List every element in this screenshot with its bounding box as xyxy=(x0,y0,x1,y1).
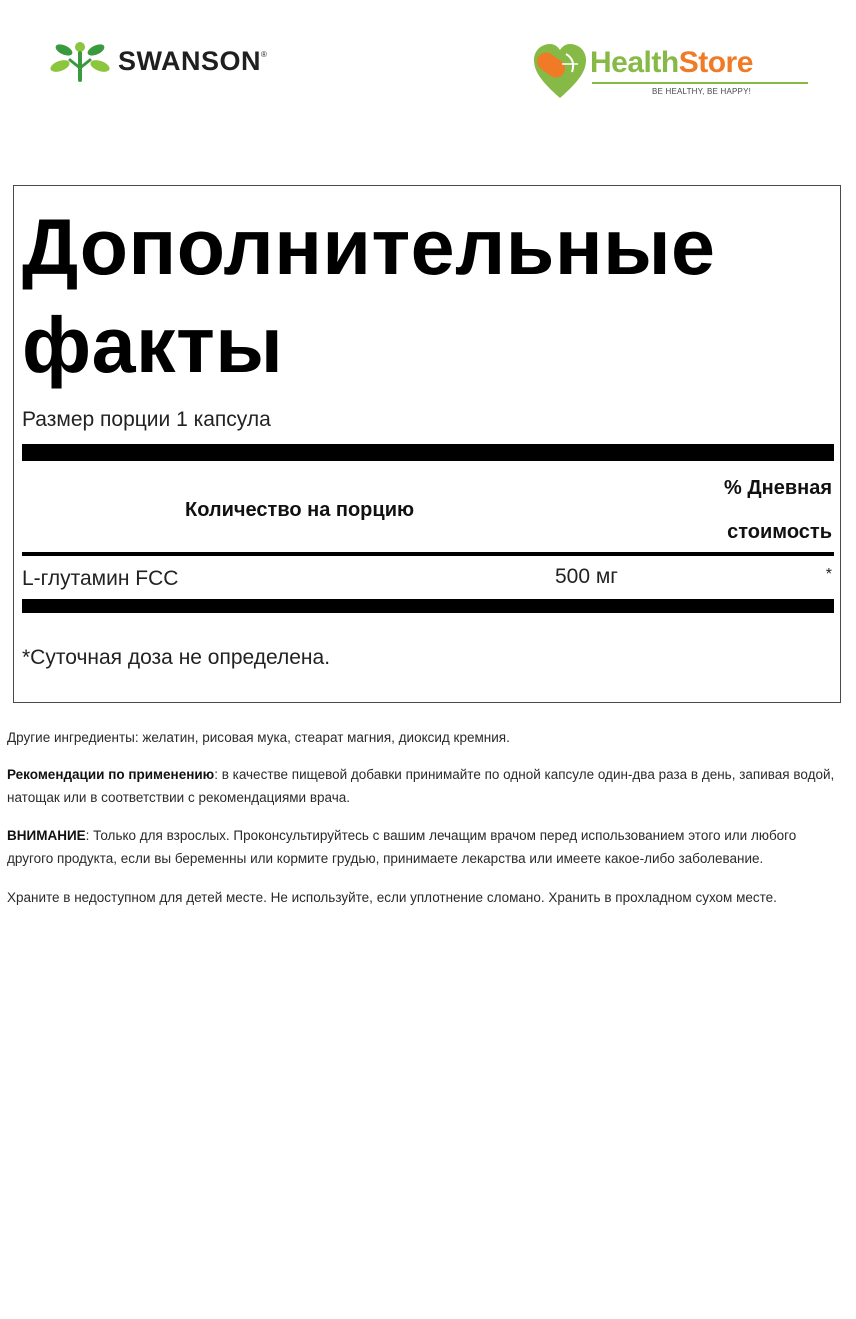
supplement-facts-panel xyxy=(13,185,841,703)
ingredient-name: L-глутамин FCC xyxy=(22,567,179,590)
heart-pill-icon xyxy=(532,42,588,100)
divider-thick xyxy=(22,444,834,461)
ingredient-amount: 500 мг xyxy=(555,565,618,588)
healthstore-logo xyxy=(532,40,812,102)
warning xyxy=(7,824,842,870)
daily-value-header-line1: % Дневная xyxy=(724,477,832,499)
divider-medium xyxy=(22,552,834,556)
directions xyxy=(7,763,842,809)
daily-value-footnote: *Суточная доза не определена. xyxy=(22,646,331,669)
amount-per-serving-header: Количество на порцию xyxy=(185,499,415,521)
facts-title: Дополнительные факты xyxy=(22,202,716,389)
swanson-logo xyxy=(48,38,267,84)
swanson-wordmark: SWANSON® xyxy=(118,45,268,76)
other-ingredients: Другие ингредиенты: желатин, рисовая мука, стеарат магния, диоксид кремния. xyxy=(7,730,510,745)
warning-text: : Только для взрослых. Проконсультируйтесь с вашим лечащим врачом перед использованием этого или любого другого продукта, если вы беременны или кормите грудью, принимаете лекарства или имеете какое-либо заболевание. xyxy=(7,828,797,866)
healthstore-tagline: BE HEALTHY, BE HAPPY! xyxy=(652,87,752,96)
warning-label: ВНИМАНИЕ xyxy=(7,828,86,843)
daily-value-header-line2: стоимость xyxy=(727,521,832,543)
divider-thick-bottom xyxy=(22,599,834,613)
directions-text: : в качестве пищевой добавки принимайте по одной капсуле один-два раза в день, запивая водой, натощак или в соответствии с рекомендациями врача. xyxy=(7,767,835,805)
healthstore-underline xyxy=(592,82,808,84)
directions-label: Рекомендации по применению xyxy=(7,767,215,782)
swanson-leaf-icon xyxy=(48,38,112,84)
storage-note: Храните в недоступном для детей месте. Не используйте, если уплотнение сломано. Хранить в прохладном сухом месте. xyxy=(7,890,777,905)
ingredient-daily-value: * xyxy=(825,566,832,583)
serving-size: Размер порции 1 капсула xyxy=(22,408,271,431)
healthstore-wordmark: HealthStore xyxy=(590,46,753,79)
